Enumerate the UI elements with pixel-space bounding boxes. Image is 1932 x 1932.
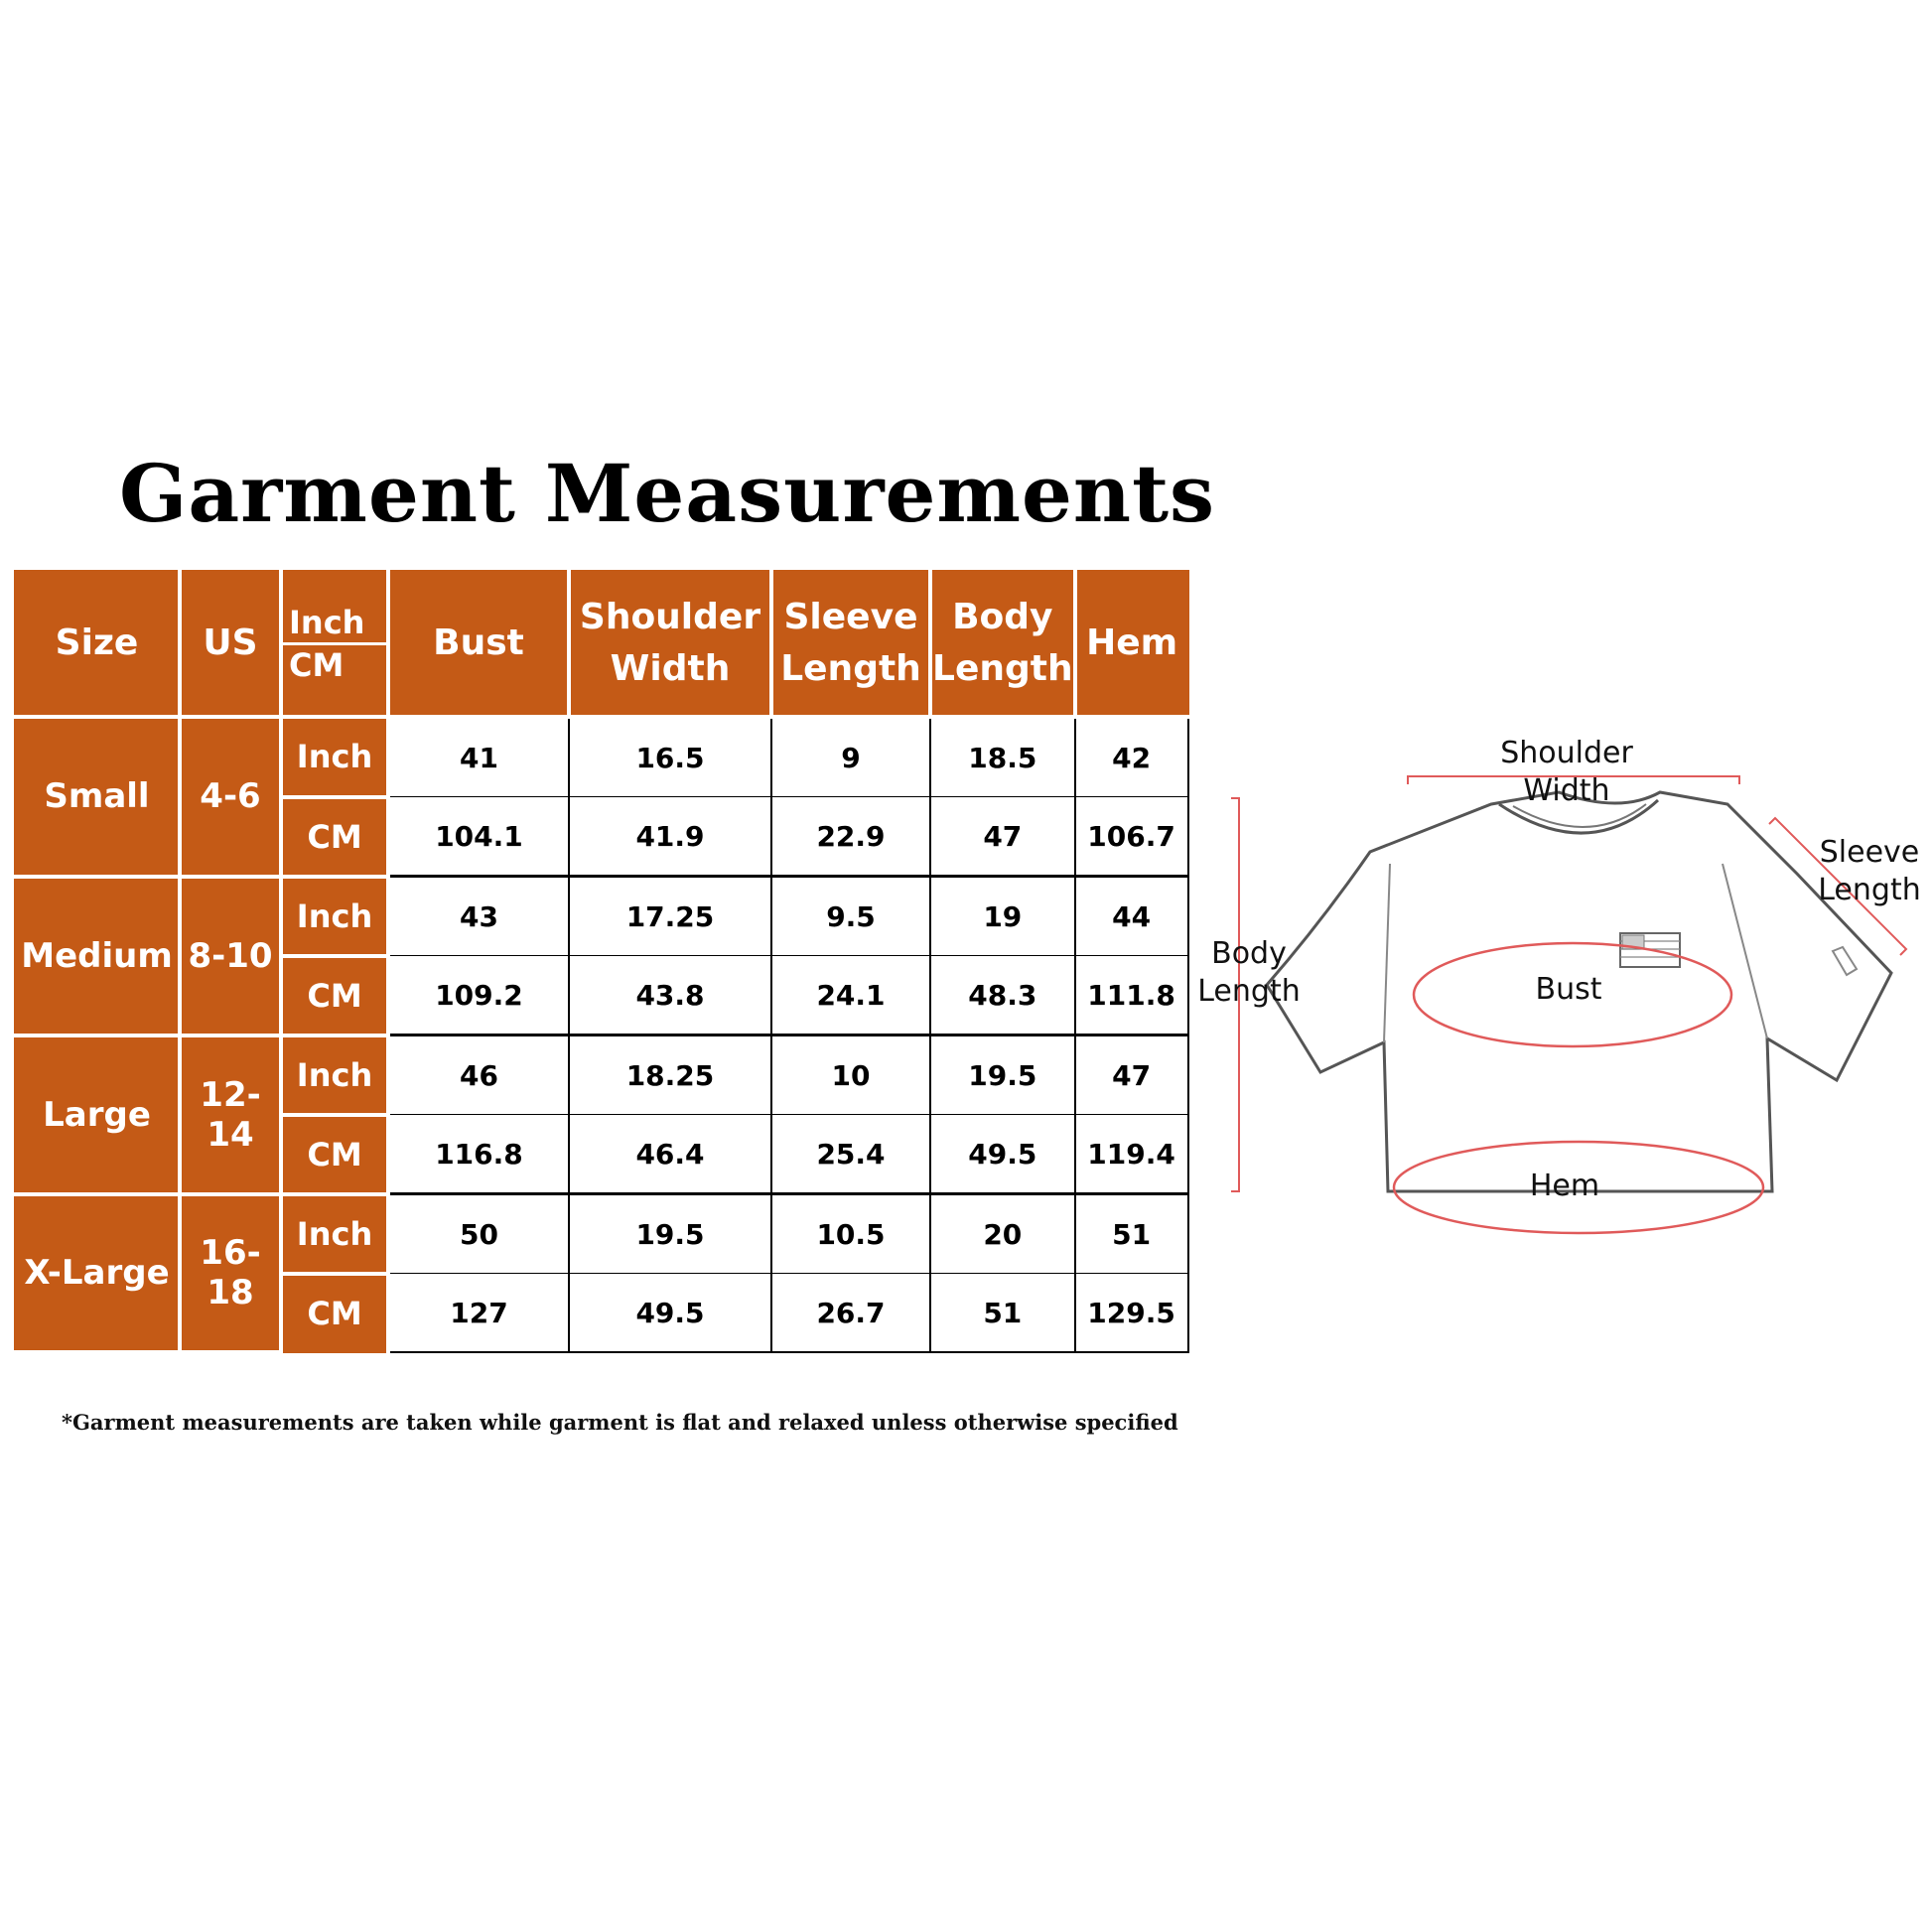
sleeve-cell: 10 xyxy=(771,1035,930,1115)
body-cell: 48.3 xyxy=(930,956,1075,1035)
header-shoulder-width xyxy=(569,571,771,717)
us-cell-small: 4-6 xyxy=(180,717,281,877)
body-length-label-line2: Length xyxy=(1197,974,1301,1009)
bust-cell: 50 xyxy=(388,1194,569,1274)
unit-cell-inch: Inch xyxy=(281,1035,388,1115)
hem-cell: 119.4 xyxy=(1075,1115,1188,1194)
sleeve-length-label-line1: Sleeve xyxy=(1819,835,1920,870)
size-cell-large: Large xyxy=(15,1035,180,1194)
hem-cell: 51 xyxy=(1075,1194,1188,1274)
bust-cell: 116.8 xyxy=(388,1115,569,1194)
bust-label: Bust xyxy=(1535,972,1602,1007)
table-row-medium-inch xyxy=(15,877,1188,956)
header-sleeve-length-line2: Length xyxy=(780,648,921,689)
bust-cell: 43 xyxy=(388,877,569,956)
header-size: Size xyxy=(15,571,180,717)
sleeve-cell: 10.5 xyxy=(771,1194,930,1274)
footnote: *Garment measurements are taken while garment is flat and relaxed unless otherwise specified xyxy=(62,1410,1178,1435)
header-sleeve-length xyxy=(771,571,930,717)
sleeve-cell: 24.1 xyxy=(771,956,930,1035)
unit-cell-cm: CM xyxy=(281,956,388,1035)
body-cell: 19.5 xyxy=(930,1035,1075,1115)
header-body-length-line1: Body xyxy=(952,597,1053,637)
header-body-length-line2: Length xyxy=(932,648,1073,689)
shoulder-cell: 18.25 xyxy=(569,1035,771,1115)
hem-label: Hem xyxy=(1529,1169,1600,1203)
shoulder-width-label-line2: Width xyxy=(1523,773,1610,808)
header-us: US xyxy=(180,571,281,717)
bust-cell: 41 xyxy=(388,717,569,797)
body-cell: 51 xyxy=(930,1274,1075,1353)
header-sleeve-length-line1: Sleeve xyxy=(783,597,918,637)
shoulder-cell: 43.8 xyxy=(569,956,771,1035)
header-shoulder-width-line1: Shoulder xyxy=(579,597,761,637)
table-row-xlarge-inch xyxy=(15,1194,1188,1274)
unit-cell-cm: CM xyxy=(281,797,388,877)
shoulder-cell: 19.5 xyxy=(569,1194,771,1274)
hem-cell: 42 xyxy=(1075,717,1188,797)
us-cell-xlarge: 16-18 xyxy=(180,1194,281,1353)
sleeve-cell: 26.7 xyxy=(771,1274,930,1353)
header-unit-cm: CM xyxy=(289,645,345,684)
header-unit-inch: Inch xyxy=(283,603,386,645)
size-chart-table xyxy=(14,570,1189,1354)
shoulder-width-label xyxy=(1467,735,1666,810)
unit-cell-cm: CM xyxy=(281,1274,388,1353)
shoulder-cell: 49.5 xyxy=(569,1274,771,1353)
header-body-length xyxy=(930,571,1075,717)
unit-cell-inch: Inch xyxy=(281,877,388,956)
shoulder-cell: 41.9 xyxy=(569,797,771,877)
bust-cell: 46 xyxy=(388,1035,569,1115)
table-row-small-inch xyxy=(15,717,1188,797)
unit-cell-inch: Inch xyxy=(281,717,388,797)
us-cell-large: 12-14 xyxy=(180,1035,281,1194)
size-cell-medium: Medium xyxy=(15,877,180,1035)
table-header-row xyxy=(15,571,1188,717)
garment-diagram xyxy=(1172,725,1932,1266)
body-cell: 18.5 xyxy=(930,717,1075,797)
page-title: Garment Measurements xyxy=(119,447,1216,540)
hem-cell: 129.5 xyxy=(1075,1274,1188,1353)
sleeve-cell: 25.4 xyxy=(771,1115,930,1194)
table-row-large-inch xyxy=(15,1035,1188,1115)
body-length-label-line1: Body xyxy=(1211,936,1287,971)
sleeve-cell: 9 xyxy=(771,717,930,797)
unit-cell-cm: CM xyxy=(281,1115,388,1194)
body-length-label xyxy=(1181,935,1316,1011)
body-cell: 47 xyxy=(930,797,1075,877)
body-cell: 20 xyxy=(930,1194,1075,1274)
header-bust: Bust xyxy=(388,571,569,717)
hem-cell: 111.8 xyxy=(1075,956,1188,1035)
sleeve-length-label-line2: Length xyxy=(1818,873,1921,907)
header-hem: Hem xyxy=(1075,571,1188,717)
sleeve-cell: 22.9 xyxy=(771,797,930,877)
shoulder-cell: 17.25 xyxy=(569,877,771,956)
sleeve-cell: 9.5 xyxy=(771,877,930,956)
hem-cell: 106.7 xyxy=(1075,797,1188,877)
size-cell-small: Small xyxy=(15,717,180,877)
shoulder-width-label-line1: Shoulder xyxy=(1500,736,1633,770)
shoulder-cell: 46.4 xyxy=(569,1115,771,1194)
hem-cell: 44 xyxy=(1075,877,1188,956)
sleeve-length-label xyxy=(1807,834,1932,909)
us-cell-medium: 8-10 xyxy=(180,877,281,1035)
bust-cell: 109.2 xyxy=(388,956,569,1035)
hem-cell: 47 xyxy=(1075,1035,1188,1115)
bust-cell: 127 xyxy=(388,1274,569,1353)
body-cell: 49.5 xyxy=(930,1115,1075,1194)
size-cell-xlarge: X-Large xyxy=(15,1194,180,1353)
unit-cell-inch: Inch xyxy=(281,1194,388,1274)
shoulder-cell: 16.5 xyxy=(569,717,771,797)
header-shoulder-width-line2: Width xyxy=(610,648,731,689)
header-unit xyxy=(281,571,388,717)
bust-cell: 104.1 xyxy=(388,797,569,877)
body-cell: 19 xyxy=(930,877,1075,956)
